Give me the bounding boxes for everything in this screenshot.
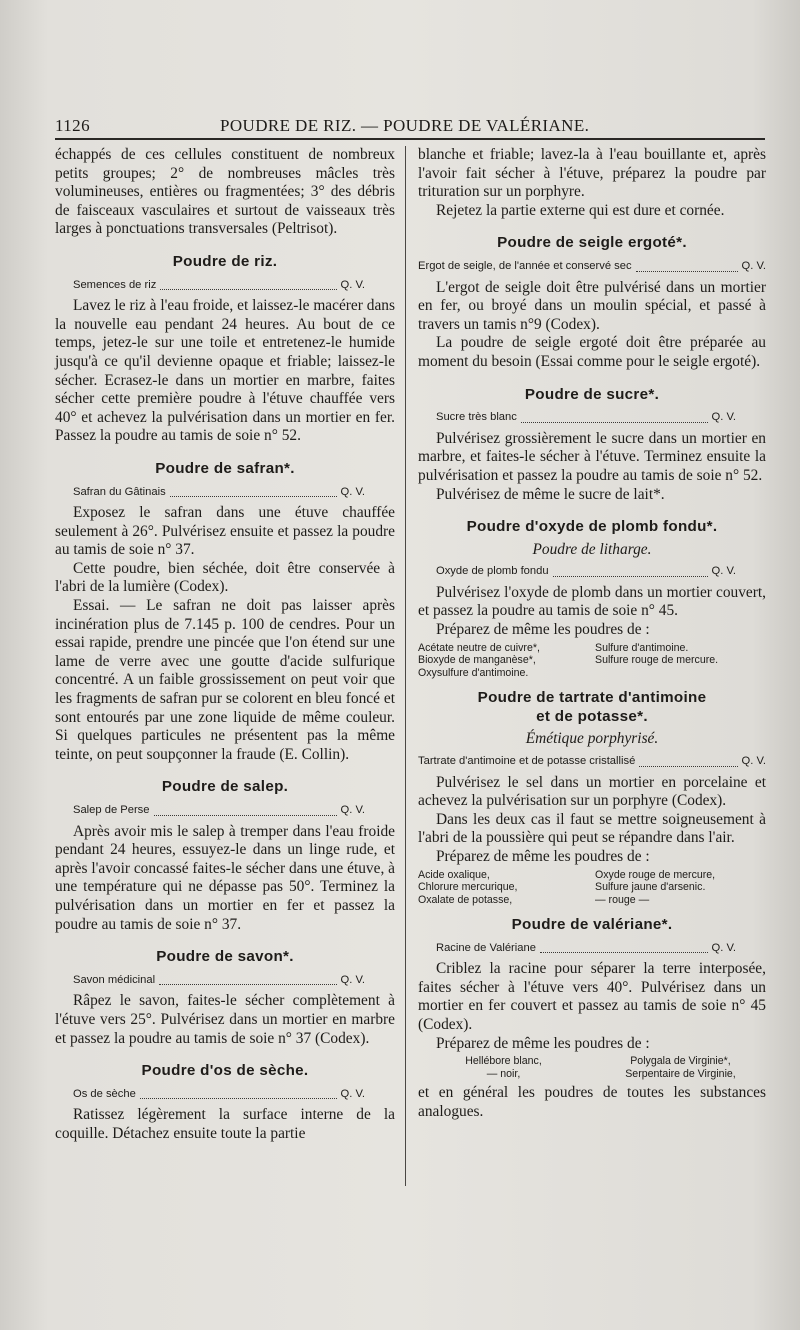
body-safran-2: Cette poudre, bien séchée, doit être conservée à l'abri de la lumière (Codex).: [55, 559, 395, 596]
spec-name: Oxyde de plomb fondu: [436, 565, 549, 578]
spec-qty: Q. V.: [340, 973, 365, 986]
section-title-sucre: Poudre de sucre*.: [524, 385, 660, 403]
list-item: Acétate neutre de cuivre*,: [418, 641, 540, 654]
leader-dots: [140, 1085, 337, 1100]
body-plomb-1: Pulvérisez l'oxyde de plomb dans un mortier couvert, et passez la poudre au tamis de soie n° 45.: [418, 583, 766, 620]
list-item: Oxalate de potasse,: [418, 893, 513, 906]
leader-dots: [160, 276, 336, 291]
body-valeriane-2: Préparez de même les poudres de :: [436, 1034, 650, 1052]
body-tartrate-2: Dans les deux cas il faut se mettre soigneusement à l'abri de la poussière qui peut se répandre dans l'air.: [418, 810, 766, 847]
spec-name: Ergot de seigle, de l'année et conservé sec: [418, 259, 632, 272]
leader-dots: [636, 257, 738, 272]
spec-line-ergote: [418, 257, 766, 276]
section-title-seche: Poudre d'os de sèche.: [141, 1062, 309, 1080]
leader-dots: [159, 971, 336, 986]
list-item: Acide oxalique,: [418, 868, 490, 881]
section-title-tartrate-2: et de potasse*.: [536, 707, 648, 725]
right-column: [418, 146, 766, 1121]
page-number: 1126: [55, 116, 90, 135]
spec-qty: Q. V.: [711, 565, 736, 578]
substance-list-plomb: [418, 642, 766, 680]
body-tartrate-1: Pulvérisez le sel dans un mortier en porcelaine et achevez la pulvérisation sur un porphyre (Codex).: [418, 773, 766, 810]
body-riz: Lavez le riz à l'eau froide, et laissez-le macérer dans la nouvelle eau pendant 24 heures. Au bout de ce temps, jetez-le sur une toile et entretenez-le humide jusqu'à ce qu'il devienne opaque et friable; laissez-le sécher. Ecrasez-le dans un mortier en marbre, faites sécher cette première poudre à l'étuve chauffée vers 40° et achevez la pulvérisation dans un mortier en fer. Passez la poudre au tamis de soie n° 52.: [55, 297, 395, 445]
body-plomb-2: Préparez de même les poudres de :: [436, 621, 650, 639]
body-ergote-2: La poudre de seigle ergoté doit être préparée au moment du besoin (Essai comme pour le seigle ergoté).: [418, 334, 766, 370]
section-title-tartrate-1: Poudre de tartrate d'antimoine: [477, 689, 707, 707]
left-column: [55, 146, 395, 1144]
spec-name: Semences de riz: [73, 278, 157, 291]
list-item: Oxysulfure d'antimoine.: [418, 666, 529, 679]
section-title-salep: Poudre de salep.: [161, 778, 289, 796]
body-ergote-1: L'ergot de seigle doit être pulvérisé dans un mortier en fer, ou broyé dans un moulin spécial, et passé à travers un tamis n°9 (Codex).: [418, 278, 766, 333]
spec-qty: Q. V.: [340, 804, 365, 816]
list-item: Polygala de Virginie*,: [630, 1055, 731, 1068]
list-item: Sulfure jaune d'arsenic.: [595, 881, 706, 893]
body-seche: Ratissez légèrement la surface interne de la coquille. Détachez ensuite toute la partie: [55, 1106, 395, 1142]
substance-list-valeriane: [418, 1055, 766, 1080]
list-item: — noir,: [486, 1067, 521, 1080]
spec-line-safran: [55, 483, 395, 502]
spec-qty: Q. V.: [711, 411, 736, 424]
leader-dots: [154, 801, 337, 816]
intro-paragraph: échappés de ces cellules constituent de nombreux petits groupes; 2° de nombreuses mâcles très volumineuses, entières ou fragmentées; 3° des débris de faisceaux vasculaires et surtout de vaisseaux très larges à ponctuations transversales (Peltrisot).: [55, 146, 395, 238]
body-valeriane-1: Criblez la racine pour séparer la terre interposée, faites sécher à l'étuve vers 40°. Pulvérisez dans un mortier en fer couvert et passez au tamis de soie n° 45 (Codex).: [418, 960, 766, 1033]
list-item: [595, 667, 766, 680]
list-item: Oxyde rouge de mercure,: [595, 868, 716, 881]
list-item: Chlorure mercurique,: [418, 881, 518, 893]
list-item: Sulfure rouge de mercure.: [595, 654, 719, 667]
leader-dots: [540, 939, 708, 954]
continued-paragraph-2: Rejetez la partie externe qui est dure et cornée.: [436, 201, 725, 219]
continued-paragraph: blanche et friable; lavez-la à l'eau bouillante et, après l'avoir fait sécher à l'étuve, préparez la poudre par trituration sur un porphyre.: [418, 146, 766, 201]
leader-dots: [639, 752, 737, 767]
spec-name: Savon médicinal: [73, 973, 156, 986]
spec-qty: Q. V.: [741, 259, 766, 272]
spec-qty: Q. V.: [711, 941, 736, 954]
body-safran-1: Exposez le safran dans une étuve chauffée seulement à 26°. Pulvérisez ensuite et passez la poudre au tamis de soie n° 37.: [55, 504, 395, 559]
section-title-plomb: Poudre d'oxyde de plomb fondu*.: [466, 518, 718, 536]
section-title-riz: Poudre de riz.: [172, 252, 278, 270]
list-item: Bioxyde de manganèse*,: [418, 654, 536, 667]
list-item: — rouge —: [595, 893, 650, 906]
closing-paragraph: et en général les poudres de toutes les substances analogues.: [418, 1084, 766, 1120]
spec-name: Racine de Valériane: [436, 941, 536, 954]
body-sucre-2: Pulvérisez de même le sucre de lait*.: [436, 485, 665, 503]
spec-line-plomb: [418, 562, 766, 581]
body-tartrate-3: Préparez de même les poudres de :: [436, 847, 650, 865]
spec-qty: Q. V.: [340, 1087, 365, 1100]
body-salep: Après avoir mis le salep à tremper dans l'eau froide pendant 24 heures, essuyez-le dans un linge rude, et après l'avoir concassé faites-le sécher dans une étuve, à une température qui ne dépasse pas 50°. Terminez la pulvérisation dans un mortier en fer et passez la poudre au tamis de soie n° 37.: [55, 822, 395, 933]
section-title-safran: Poudre de safran*.: [155, 459, 295, 477]
spec-name: Sucre très blanc: [436, 411, 517, 424]
spec-line-riz: [55, 276, 395, 295]
spec-line-tartrate: [418, 752, 766, 771]
body-sucre-1: Pulvérisez grossièrement le sucre dans un mortier en marbre, et faites-le sécher à l'étuve. Terminez ensuite la pulvérisation et passez la poudre au tamis de soie n° 52.: [418, 429, 766, 484]
list-item: Serpentaire de Virginie,: [625, 1067, 736, 1080]
spec-name: Os de sèche: [73, 1087, 136, 1100]
subtitle-plomb: Poudre de litharge.: [532, 540, 652, 558]
leader-dots: [553, 562, 708, 577]
body-savon: Râpez le savon, faites-le sécher complètement à l'étuve vers 25°. Pulvérisez dans un mortier en marbre et passez la poudre au tamis de soie n° 37 (Codex).: [55, 992, 395, 1047]
section-title-savon: Poudre de savon*.: [156, 948, 294, 966]
spec-line-seche: [55, 1085, 395, 1104]
spec-line-sucre: [418, 408, 766, 427]
spec-name: Salep de Perse: [73, 804, 150, 816]
spec-line-savon: [55, 971, 395, 990]
body-safran-essai: Essai. — Le safran ne doit pas laisser après incinération plus de 7.145 p. 100 de cendres. Pour un essai rapide, prendre une pincée que l'on étend sur une lame de verre avec une goutte d'acide sulfurique concentré. A un faible grossissement on peut voir que les fragments de safran pur se colorent en bleu foncé et sont entourés par une zone liquide de même couleur. Si quelques particules ne présentent pas la même teinte, on peut soupçonner la fraude (E. Collin).: [55, 597, 395, 763]
spec-qty: Q. V.: [340, 278, 365, 291]
list-item: Hellébore blanc,: [465, 1055, 542, 1068]
list-item: Sulfure d'antimoine.: [595, 641, 689, 654]
spec-name: Tartrate d'antimoine et de potasse cristallisé: [418, 754, 636, 767]
spec-qty: Q. V.: [741, 754, 766, 767]
spec-line-salep: [55, 801, 395, 820]
section-title-valeriane: Poudre de valériane*.: [511, 916, 673, 933]
spec-line-valeriane: [418, 939, 766, 958]
running-head: [55, 116, 755, 138]
column-divider: [405, 146, 406, 1186]
leader-dots: [521, 408, 708, 423]
substance-list-tartrate: [418, 869, 766, 907]
header-rule: [55, 138, 765, 140]
subtitle-tartrate: Émétique porphyrisé.: [525, 730, 659, 748]
spec-qty: Q. V.: [340, 485, 365, 498]
leader-dots: [170, 483, 337, 498]
page-title: POUDRE DE RIZ. — POUDRE DE VALÉRIANE.: [220, 116, 590, 135]
section-title-ergote: Poudre de seigle ergoté*.: [497, 234, 687, 252]
spec-name: Safran du Gâtinais: [73, 485, 166, 498]
